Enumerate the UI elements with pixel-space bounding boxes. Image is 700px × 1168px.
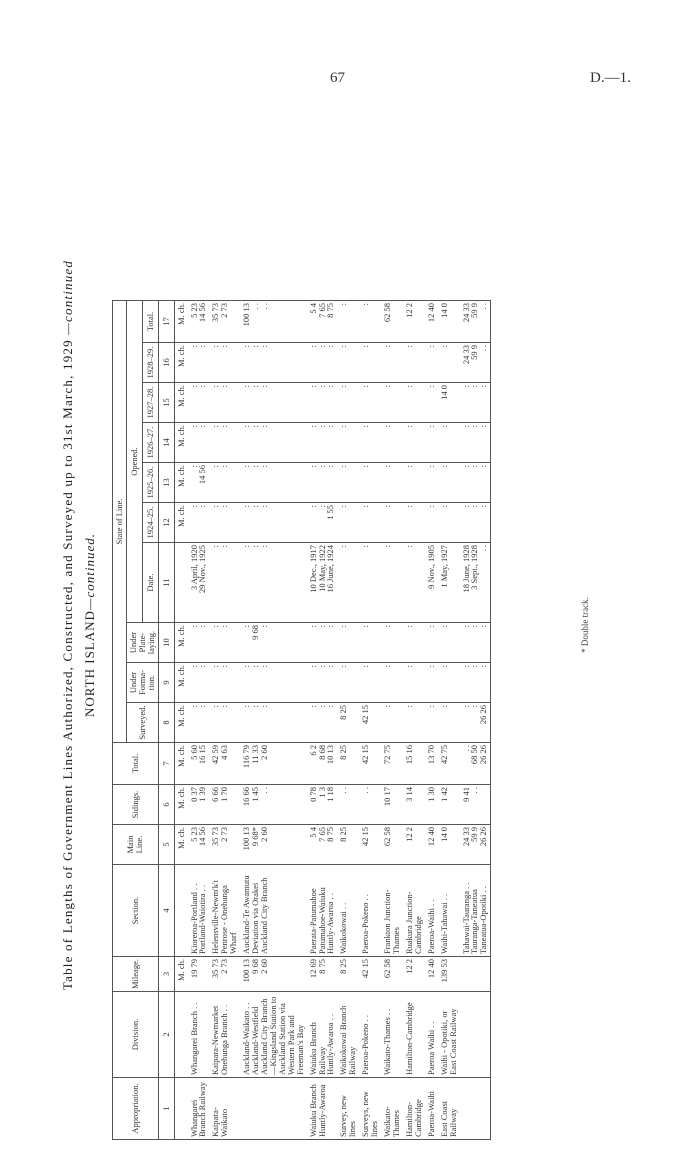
col-opened: Opened. [126, 301, 142, 623]
table-row [403, 301, 425, 1140]
cell-plate: : : [188, 623, 210, 663]
cell-date: 18 June, 1928 3 Sept., 1928 . . [460, 543, 491, 623]
col-total: Total. [113, 743, 159, 785]
cell-div: Paeroa Waihi . . [425, 992, 438, 1078]
cell-y4: : : [188, 383, 210, 423]
column-number-row [158, 301, 174, 1140]
cell-div: Waiuku Branch Railway Huntly-Awaroa . . [307, 992, 338, 1078]
cell-date: 9 Nov., 1905 [425, 543, 438, 623]
col-opened-total: Total. [142, 301, 158, 343]
cell-sec: Waikokowai . . [337, 865, 359, 957]
cell-y3: : [359, 423, 381, 463]
cell-otot: 12 40 [425, 301, 438, 343]
cell-form: : : [209, 663, 240, 703]
column-number: 5 [158, 825, 174, 865]
column-number: 17 [158, 301, 174, 343]
col-surveyed: Surveyed. [126, 703, 158, 743]
cell-otot: 14 0 [438, 301, 460, 343]
cell-y1: : : : [240, 503, 306, 543]
cell-div: Kaipara-Newmarket Onehunga Branch . . [209, 992, 240, 1078]
unit-cell [174, 1078, 187, 1140]
cell-form: : : [188, 663, 210, 703]
cell-form: : : : [240, 663, 306, 703]
cell-date: : : [209, 543, 240, 623]
cell-main: 100 13 9 68* 2 60 [240, 825, 306, 865]
col-section: Section. [113, 865, 159, 957]
cell-mil: 139 53 [438, 957, 460, 992]
cell-y2: : [381, 463, 403, 503]
cell-y3: : : [188, 423, 210, 463]
title-suffix: —continued [60, 259, 75, 335]
unit-cell: M. ch. [174, 503, 187, 543]
cell-otot: 5 4 7 65 8 75 [307, 301, 338, 343]
cell-tot: 116 79 11 33 2 60 [240, 743, 306, 785]
unit-cell [174, 865, 187, 957]
cell-y3: : [381, 423, 403, 463]
cell-form: : [438, 663, 460, 703]
subtitle-text: NORTH ISLAND [82, 610, 97, 717]
table-row [307, 301, 338, 1140]
cell-main: 35 73 2 73 [209, 825, 240, 865]
unit-cell: M. ch. [174, 663, 187, 703]
col-under-formation: Under Forma- tion. [126, 663, 158, 703]
cell-y1: : [381, 503, 403, 543]
col-1927-28: 1927–28. [142, 383, 158, 423]
cell-plate: : : : [307, 623, 338, 663]
cell-y4: : : : [307, 383, 338, 423]
cell-sec: Waihi-Tahawai . . [438, 865, 460, 957]
cell-y4: : [381, 383, 403, 423]
cell-main: 12 40 [425, 825, 438, 865]
column-number: 4 [158, 865, 174, 957]
cell-y1: : [425, 503, 438, 543]
cell-date: : [359, 543, 381, 623]
cell-y1: : [438, 503, 460, 543]
cell-date: 1 May, 1927 [438, 543, 460, 623]
cell-div: Waikokowai Branch Railway [337, 992, 359, 1078]
col-under-platelaying: Under Plate- laying. [126, 623, 158, 663]
table-title [60, 110, 76, 1140]
cell-mil [460, 957, 491, 992]
cell-sec: Tahawai-Tauranga . . Tauranga-Taneatua Taneatua-Opotiki . . [460, 865, 491, 957]
table-row [188, 301, 210, 1140]
column-number: 6 [158, 785, 174, 825]
column-number: 1 [158, 1078, 174, 1140]
cell-app: Paeroa-Waihi [425, 1078, 438, 1140]
cell-main: 42 15 [359, 825, 381, 865]
cell-y1: : : [209, 503, 240, 543]
cell-tot: 42 75 [438, 743, 460, 785]
cell-plate: : [403, 623, 425, 663]
cell-sid: 1 42 [438, 785, 460, 825]
cell-y3: : [425, 423, 438, 463]
cell-y5: : [359, 343, 381, 383]
unit-cell: M. ch. [174, 957, 187, 992]
cell-y5: : : : [307, 343, 338, 383]
cell-y2: : : : [240, 463, 306, 503]
cell-y4: : : [209, 383, 240, 423]
cell-y4: : : : [460, 383, 491, 423]
cell-sid: 0 78 1 3 1 18 [307, 785, 338, 825]
column-number: 14 [158, 423, 174, 463]
cell-y4: : : : [240, 383, 306, 423]
cell-form: : [359, 663, 381, 703]
unit-cell: M. ch. [174, 703, 187, 743]
unit-cell: M. ch. [174, 383, 187, 423]
cell-sec: Helensville-Newm'k't Penrose - Onehunga Wharf [209, 865, 240, 957]
cell-surv: : [381, 703, 403, 743]
cell-y2: : [359, 463, 381, 503]
cell-main: 24 33 59 9 26 26 [460, 825, 491, 865]
cell-app: Hamilton-Cambridge [403, 1078, 425, 1140]
cell-tot: 42 59 4 63 [209, 743, 240, 785]
cell-tot: 13 70 [425, 743, 438, 785]
column-number: 9 [158, 663, 174, 703]
col-1926-27: 1926–27. [142, 423, 158, 463]
cell-y2: : [337, 463, 359, 503]
cell-plate: : [381, 623, 403, 663]
cell-surv: : : [209, 703, 240, 743]
cell-y4: : [425, 383, 438, 423]
cell-tot: . . 68 50 26 26 [460, 743, 491, 785]
cell-tot: 72 75 [381, 743, 403, 785]
cell-main: 12 2 [403, 825, 425, 865]
cell-otot: 24 33 59 9 . . [460, 301, 491, 343]
cell-y3: : : [209, 423, 240, 463]
column-number: 10 [158, 623, 174, 663]
cell-y3: : : : [307, 423, 338, 463]
cell-y2: : 14 56 [188, 463, 210, 503]
rotated-table-page [60, 40, 700, 1140]
cell-y5: : [438, 343, 460, 383]
cell-surv: 8 25 [337, 703, 359, 743]
cell-date: : [337, 543, 359, 623]
cell-sid: 9 41 . . [460, 785, 491, 825]
cell-div: Waikato-Thames . . [381, 992, 403, 1078]
unit-cell [174, 543, 187, 623]
column-number: 13 [158, 463, 174, 503]
unit-cell: M. ch. [174, 623, 187, 663]
cell-mil: 42 15 [359, 957, 381, 992]
cell-sid: 16 66 1 45 . . [240, 785, 306, 825]
cell-div: Auckland-Waikato . . Auckland-Westfield Auckland City Branch —Kingsland Station to Auckland Station via Western Park and Freeman's Bay [240, 992, 306, 1078]
cell-form: : [381, 663, 403, 703]
cell-form: : : : [460, 663, 491, 703]
cell-div: Hamilton-Cambridge [403, 992, 425, 1078]
cell-otot: 62 58 [381, 301, 403, 343]
table-row [438, 301, 460, 1140]
col-mileage: Mileage. [113, 957, 159, 992]
col-date: Date. [142, 543, 158, 623]
cell-y3: : : : [240, 423, 306, 463]
cell-sec: Kioreroa-Portland . . Portland-Waiotira . . [188, 865, 210, 957]
document-reference: D.—1. [590, 70, 631, 86]
cell-y5: : [425, 343, 438, 383]
cell-tot: 6 2 8 68 10 13 [307, 743, 338, 785]
column-number: 16 [158, 343, 174, 383]
unit-cell: M. ch. [174, 301, 187, 343]
col-1925-26: 1925–26. [142, 463, 158, 503]
cell-surv: : [425, 703, 438, 743]
unit-cell: M. ch. [174, 825, 187, 865]
unit-cell: M. ch. [174, 743, 187, 785]
cell-div: Paeroa-Pokeno . . [359, 992, 381, 1078]
column-number: 15 [158, 383, 174, 423]
cell-date: 3 April, 1920 29 Nov., 1925 [188, 543, 210, 623]
unit-cell: M. ch. [174, 785, 187, 825]
cell-y1: : [337, 503, 359, 543]
cell-main: 8 25 [337, 825, 359, 865]
cell-tot: 42 15 [359, 743, 381, 785]
cell-surv: : [438, 703, 460, 743]
cell-plate: : 9 68 : [240, 623, 306, 663]
column-number: 3 [158, 957, 174, 992]
cell-y2: : [438, 463, 460, 503]
footnote: * Double track. [580, 597, 590, 653]
cell-date: : [381, 543, 403, 623]
column-number: 7 [158, 743, 174, 785]
cell-plate: : [438, 623, 460, 663]
page-number: 67 [330, 70, 345, 86]
cell-sec: Paeroa-Pokeno . . [359, 865, 381, 957]
cell-otot: : [359, 301, 381, 343]
table-row [381, 301, 403, 1140]
cell-main: 5 23 14 56 [188, 825, 210, 865]
cell-div: Waihi - Opotiki, or East Coast Railway [438, 992, 460, 1078]
cell-y4: : [337, 383, 359, 423]
cell-y3: : [438, 423, 460, 463]
cell-sid: 3 14 [403, 785, 425, 825]
table-subtitle [82, 110, 98, 1140]
lines-table [112, 300, 491, 1140]
cell-plate: : : : [460, 623, 491, 663]
table-row [359, 301, 381, 1140]
cell-y4: : [359, 383, 381, 423]
col-state-of-line: State of Line. [113, 301, 127, 743]
cell-mil: 35 73 2 73 [209, 957, 240, 992]
col-1928-29: 1928–29. [142, 343, 158, 383]
cell-app [460, 1078, 491, 1140]
col-1924-25: 1924–25. [142, 503, 158, 543]
cell-otot: 12 2 [403, 301, 425, 343]
cell-y1: : : 1 55 [307, 503, 338, 543]
table-row [240, 301, 306, 1140]
col-division: Division. [113, 992, 159, 1078]
cell-mil: 19 79 [188, 957, 210, 992]
cell-div: Whangarei Branch . . [188, 992, 210, 1078]
cell-otot: 100 13 . . . . [240, 301, 306, 343]
cell-y5: : : : [240, 343, 306, 383]
cell-y3: : [403, 423, 425, 463]
col-appropriation: Appropriation. [113, 1078, 159, 1140]
column-number: 8 [158, 703, 174, 743]
cell-form: : : : [307, 663, 338, 703]
cell-app: Kaipara-Waikato [209, 1078, 240, 1140]
cell-sid: 10 17 [381, 785, 403, 825]
cell-main: 5 4 7 65 8 75 [307, 825, 338, 865]
cell-main: 14 0 [438, 825, 460, 865]
cell-mil: 100 13 9 68 2 60 [240, 957, 306, 992]
cell-y2: : : : [307, 463, 338, 503]
cell-tot: 5 60 16 15 [188, 743, 210, 785]
title-text: Table of Lengths of Government Lines Authorized, Constructed, and Surveyed up to 31st March, 1929 [60, 339, 75, 991]
cell-sid: 6 66 1 70 [209, 785, 240, 825]
cell-mil: 12 69 8 75 [307, 957, 338, 992]
cell-y1: : [359, 503, 381, 543]
cell-y3: : [337, 423, 359, 463]
cell-plate: : [425, 623, 438, 663]
cell-sec: Ruakura Junction-Cambridge [403, 865, 425, 957]
cell-date: 10 Dec., 1917 10 May, 1922 16 June, 1924 [307, 543, 338, 623]
cell-plate: : [359, 623, 381, 663]
cell-y4: : [403, 383, 425, 423]
cell-plate: : [337, 623, 359, 663]
cell-mil: 12 40 [425, 957, 438, 992]
cell-sec: Paerata-Patumahoe Patumahoe-Waiuku Huntly-Awaroa . . [307, 865, 338, 957]
cell-sid: 1 30 [425, 785, 438, 825]
cell-y2: : [425, 463, 438, 503]
cell-surv: 42 15 [359, 703, 381, 743]
cell-y1: : : [188, 503, 210, 543]
cell-y4: 14 0 [438, 383, 460, 423]
col-main-line: Main Line. [113, 825, 159, 865]
column-number: 11 [158, 543, 174, 623]
cell-y2: : : [209, 463, 240, 503]
cell-sid: . . [337, 785, 359, 825]
cell-y5: : [403, 343, 425, 383]
cell-y5: : [381, 343, 403, 383]
table-row [209, 301, 240, 1140]
cell-app: Waikato-Thames [381, 1078, 403, 1140]
unit-cell: M. ch. [174, 463, 187, 503]
col-sidings: Sidings. [113, 785, 159, 825]
cell-form: : [337, 663, 359, 703]
unit-row [174, 301, 187, 1140]
cell-y1: : [403, 503, 425, 543]
cell-sid: 0 37 1 39 [188, 785, 210, 825]
cell-otot: : [337, 301, 359, 343]
cell-surv: : : : [240, 703, 306, 743]
cell-y2: : : : [460, 463, 491, 503]
cell-app: Whangarei Branch Railway [188, 1078, 210, 1140]
cell-plate: : : [209, 623, 240, 663]
cell-form: : [425, 663, 438, 703]
cell-sec: Frankton Junction-Thames [381, 865, 403, 957]
table-row [337, 301, 359, 1140]
cell-otot: 35 73 2 73 [209, 301, 240, 343]
column-number: 12 [158, 503, 174, 543]
cell-sid: . . [359, 785, 381, 825]
cell-y5: : : [188, 343, 210, 383]
cell-y5: : [337, 343, 359, 383]
cell-y5: : : [209, 343, 240, 383]
unit-cell [174, 992, 187, 1078]
cell-otot: 5 23 14 56 [188, 301, 210, 343]
cell-date: : [403, 543, 425, 623]
cell-sec: Paeroa-Waihi . . [425, 865, 438, 957]
subtitle-suffix: —continued. [82, 533, 97, 611]
cell-tot: 15 16 [403, 743, 425, 785]
cell-mil: 62 58 [381, 957, 403, 992]
cell-date: : : : [240, 543, 306, 623]
cell-surv: : [403, 703, 425, 743]
cell-y5: 24 33 59 9 . . [460, 343, 491, 383]
cell-mil: 8 25 [337, 957, 359, 992]
cell-y1: : : : [460, 503, 491, 543]
column-number: 2 [158, 992, 174, 1078]
cell-sec: Auckland-Te Awamutu Deviation via Orakei Auckland City Branch [240, 865, 306, 957]
cell-app [240, 1078, 306, 1140]
cell-app: East Coast Railway [438, 1078, 460, 1140]
cell-y2: : [403, 463, 425, 503]
unit-cell: M. ch. [174, 423, 187, 463]
cell-surv: : : 26 26 [460, 703, 491, 743]
cell-app: Survey, new lines [337, 1078, 359, 1140]
cell-y3: : : : [460, 423, 491, 463]
cell-surv: : : [188, 703, 210, 743]
cell-surv: : : : [307, 703, 338, 743]
table-row [425, 301, 438, 1140]
cell-form: : [403, 663, 425, 703]
cell-app: Waiuku Branch Huntly-Awaroa [307, 1078, 338, 1140]
cell-tot: 8 25 [337, 743, 359, 785]
unit-cell: M. ch. [174, 343, 187, 383]
cell-main: 62 58 [381, 825, 403, 865]
cell-mil: 12 2 [403, 957, 425, 992]
cell-div [460, 992, 491, 1078]
cell-app: Surveys, new lines [359, 1078, 381, 1140]
table-row [460, 301, 491, 1140]
